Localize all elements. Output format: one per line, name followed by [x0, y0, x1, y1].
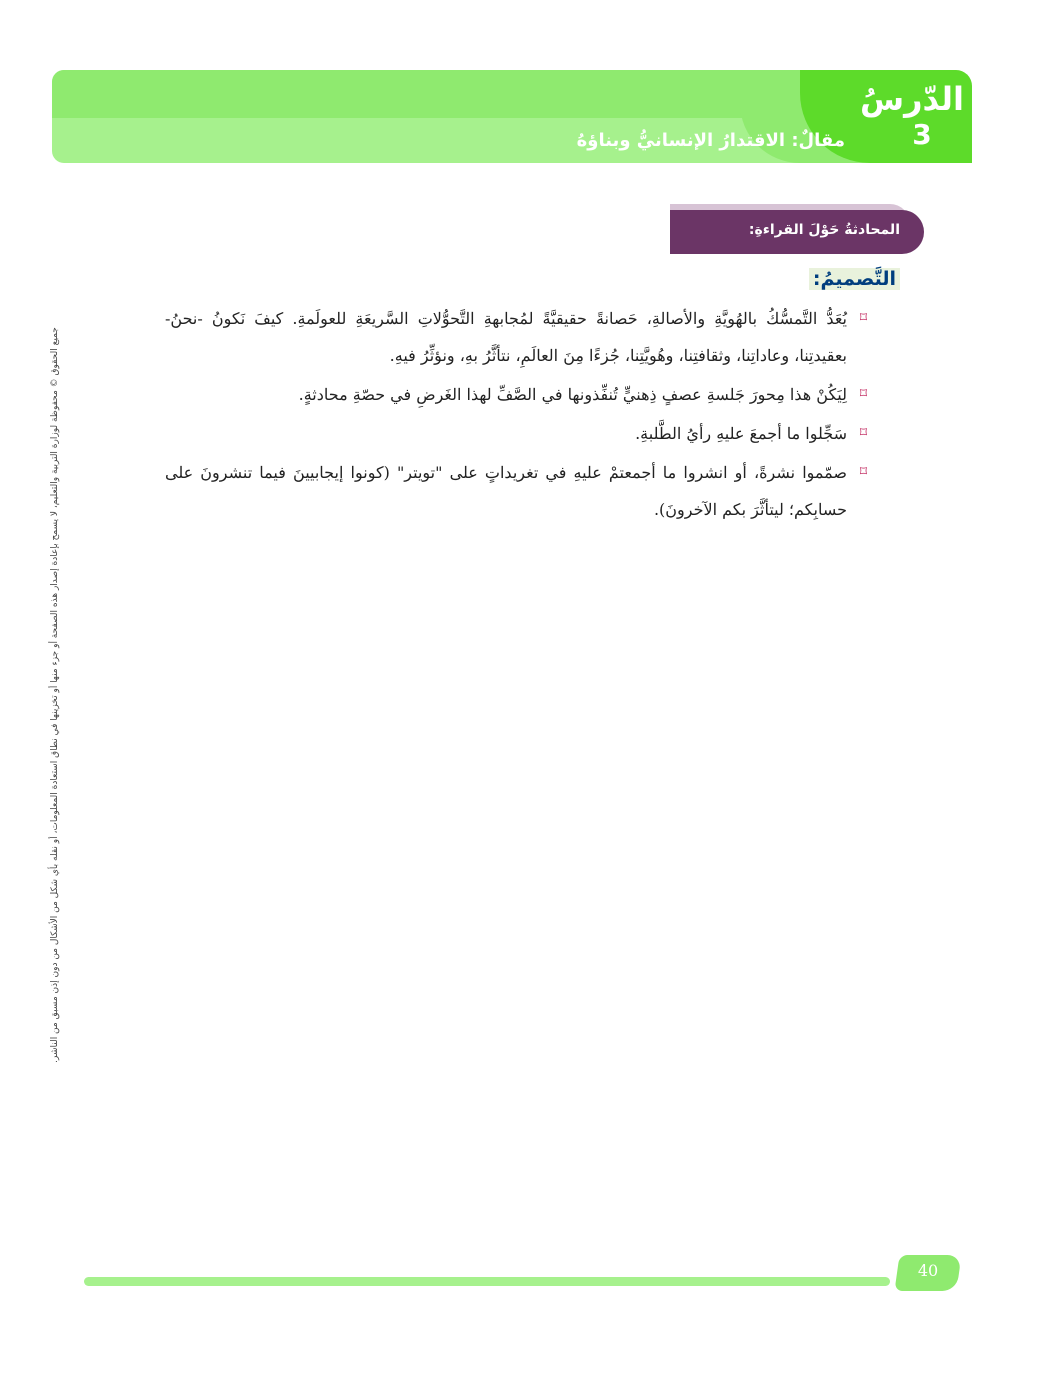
footer-line: [84, 1277, 890, 1286]
lesson-subtitle: مقالٌ: الاقتدارُ الإنسانيُّ وبناؤهُ: [576, 130, 845, 151]
list-item: [165, 415, 905, 452]
header-band-top: [52, 70, 782, 118]
lesson-word: الدّرسُ: [859, 80, 964, 118]
design-heading-text: التَّصميمُ:: [809, 268, 900, 290]
bullet-icon: ⌑: [859, 386, 867, 402]
lesson-number: 3: [912, 118, 932, 151]
bullet-list: [165, 300, 905, 530]
bullet-icon: ⌑: [859, 310, 867, 326]
bullet-text: سَجِّلوا ما أجمعَ عليهِ رأيُ الطَّلبةِ.: [635, 424, 847, 443]
bullet-icon: ⌑: [859, 425, 867, 441]
list-item: [165, 376, 905, 413]
bullet-icon: ⌑: [859, 464, 867, 480]
design-heading: [700, 268, 900, 290]
copyright-side-note: جميع الحقوق © محفوظة لوزارة التربية والتعليم، لا يسمح بإعادة إصدار هذه الصفحة أو جزء منها أو تخزينها في نطاق استعادة المعلومات، أو نقله بأي شكل من الأشكال من دون إذن مسبق من الناشر.: [50, 327, 60, 1063]
list-item: [165, 300, 905, 374]
bullet-text: صمّموا نشرةً، أو انشروا ما أجمعتمْ عليهِ في تغريداتٍ على "تويتر" (كونوا إيجابيينَ فيما تنشرونَ على حسابِكم؛ ليتأثَّرَ بكم الآخرونَ).: [165, 463, 847, 519]
section-label: المحادثةُ حَوْلَ القراءةِ:: [748, 222, 900, 238]
bullet-text: يُعَدُّ التَّمسُّكُ بالهُويَّةِ والأصالةِ، حَصانةً حقيقيَّةً لمُجابهةِ التَّحوُّلاتِ السَّريعَةِ للعولَمةِ. كيفَ نَكونُ -نحنُ- بعقيدتِنا، وعاداتِنا، وثقافتِنا، وهُويَّتِنا، جُزءًا مِنَ العالَمِ، نتأثَّرُ بهِ، ونؤثِّرُ فيهِ.: [165, 309, 847, 365]
page-number: 40: [917, 1261, 939, 1280]
list-item: [165, 454, 905, 528]
bullet-text: لِيَكُنْ هذا مِحورَ جَلسةِ عصفٍ ذِهنيٍّ تُنفِّذونها في الصَّفِّ لهذا الغَرضِ في حصّةِ محادثةٍ.: [298, 385, 847, 404]
